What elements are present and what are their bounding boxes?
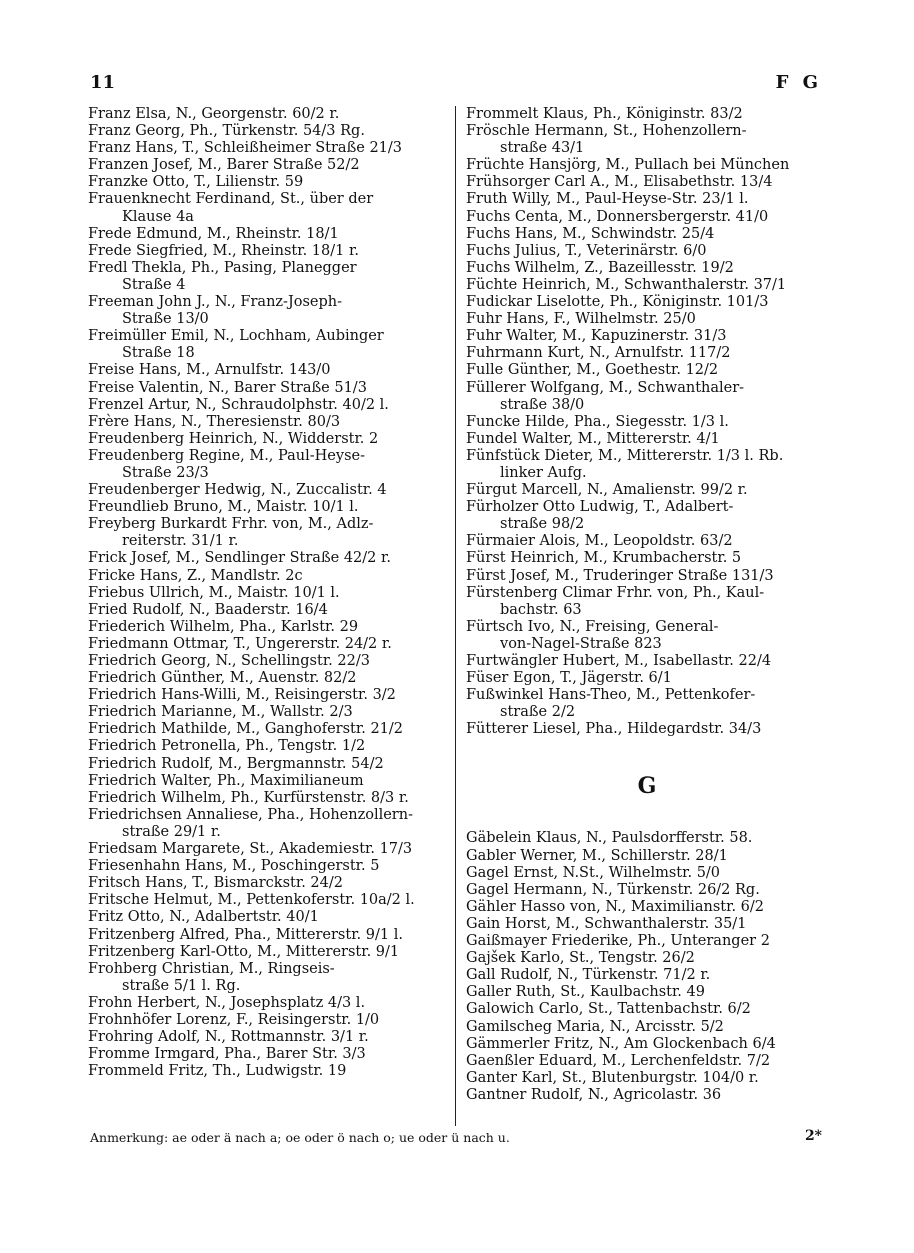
entry-line: Friederich Wilhelm, Pha., Karlstr. 29	[88, 618, 359, 635]
directory-entry	[466, 984, 828, 1001]
entry-line: Franz Hans, T., Schleißheimer Straße 21/3	[88, 140, 403, 157]
entry-line: Fürmaier Alois, M., Leopoldstr. 63/2	[466, 533, 733, 550]
directory-entry	[88, 585, 446, 602]
directory-entry	[466, 362, 828, 379]
directory-entry	[88, 568, 446, 585]
entry-line: Füser Egon, T., Jägerstr. 6/1	[466, 670, 672, 687]
entry-line: Füchte Heinrich, M., Schwanthalerstr. 37/1	[466, 276, 787, 293]
entry-line: Fromme Irmgard, Pha., Barer Str. 3/3	[88, 1046, 366, 1063]
entry-line: Fünfstück Dieter, M., Mittererstr. 1/3 l. Rb.	[466, 447, 784, 464]
directory-entry	[466, 882, 828, 899]
entry-continuation: von-Nagel-Straße 823	[500, 635, 662, 652]
directory-entry	[466, 1019, 828, 1036]
entry-line: Fürst Heinrich, M., Krumbacherstr. 5	[466, 550, 742, 567]
entry-continuation: linker Aufg.	[500, 464, 587, 481]
entry-line: Fruth Willy, M., Paul-Heyse-Str. 23/1 l.	[466, 191, 749, 208]
entry-continuation: Straße 23/3	[122, 464, 209, 481]
entry-continuation: Straße 13/0	[122, 311, 209, 328]
entry-line: Frommelt Klaus, Ph., Königinstr. 83/2	[466, 106, 743, 122]
directory-entry	[466, 533, 828, 550]
entry-line: Gamilscheg Maria, N., Arcisstr. 5/2	[466, 1018, 724, 1035]
column-divider	[455, 106, 456, 1126]
section-letter-g: G	[637, 773, 657, 800]
entry-line: Ganter Karl, St., Blutenburgstr. 104/0 r.	[466, 1069, 759, 1086]
directory-entry	[88, 157, 446, 174]
entry-line: Fürst Josef, M., Truderinger Straße 131/3	[466, 567, 774, 584]
directory-entry	[466, 1070, 828, 1087]
entry-line: Galowich Carlo, St., Tattenbachstr. 6/2	[466, 1001, 751, 1018]
directory-entry	[88, 961, 446, 995]
entry-line: Franz Georg, Ph., Türkenstr. 54/3 Rg.	[88, 123, 365, 140]
directory-entry	[88, 191, 446, 225]
entry-continuation: straße 98/2	[500, 516, 585, 533]
directory-entry	[466, 431, 828, 448]
entry-line: Frommeld Fritz, Th., Ludwigstr. 19	[88, 1063, 347, 1080]
entry-line: Friesenhahn Hans, M., Poschingerstr. 5	[88, 858, 380, 875]
directory-entry	[466, 191, 828, 208]
entry-line: Fulle Günther, M., Goethestr. 12/2	[466, 362, 719, 379]
directory-entry	[88, 516, 446, 550]
directory-entry	[466, 294, 828, 311]
directory-entry	[466, 899, 828, 916]
entry-line: Freudenberg Heinrich, N., Widderstr. 2	[88, 430, 379, 447]
directory-entry	[88, 858, 446, 875]
directory-entry	[88, 1029, 446, 1046]
directory-entry	[466, 670, 828, 687]
directory-entry	[88, 243, 446, 260]
directory-entry	[466, 550, 828, 567]
entry-line: Fundel Walter, M., Mittererstr. 4/1	[466, 430, 720, 447]
directory-entry	[466, 933, 828, 950]
directory-entry	[466, 277, 828, 294]
entry-line: Fütterer Liesel, Pha., Hildegardstr. 34/3	[466, 721, 762, 738]
directory-entry	[466, 967, 828, 984]
directory-entry	[466, 653, 828, 670]
directory-entry	[466, 1036, 828, 1053]
page-number: 11	[90, 72, 116, 93]
entry-line: Fuchs Hans, M., Schwindstr. 25/4	[466, 225, 715, 242]
entry-line: Gall Rudolf, N., Türkenstr. 71/2 r.	[466, 967, 711, 984]
entry-line: Fürtsch Ivo, N., Freising, General-	[466, 618, 719, 635]
entry-continuation: straße 2/2	[500, 704, 576, 721]
entry-line: Franz Elsa, N., Georgenstr. 60/2 r.	[88, 106, 340, 122]
directory-entry	[88, 807, 446, 841]
directory-entry	[466, 1001, 828, 1018]
entry-line: Gabler Werner, M., Schillerstr. 28/1	[466, 847, 728, 864]
directory-entry	[88, 653, 446, 670]
directory-entry	[88, 499, 446, 516]
right-column-g-entries	[466, 830, 828, 1104]
directory-entry	[88, 892, 446, 909]
entry-line: Fritzenberg Karl-Otto, M., Mittererstr. 9/1	[88, 943, 400, 960]
directory-entry	[466, 123, 828, 157]
entry-line: Frede Siegfried, M., Rheinstr. 18/1 r.	[88, 242, 359, 259]
directory-entry	[88, 995, 446, 1012]
entry-line: Friedsam Margarete, St., Akademiestr. 17/3	[88, 841, 413, 858]
directory-entry	[466, 209, 828, 226]
entry-line: Fürgut Marcell, N., Amalienstr. 99/2 r.	[466, 482, 748, 499]
right-column-f-entries	[466, 106, 828, 738]
entry-line: Fritsch Hans, T., Bismarckstr. 24/2	[88, 875, 343, 892]
entry-continuation: straße 38/0	[500, 396, 585, 413]
directory-entry	[466, 687, 828, 721]
entry-line: Gämmerler Fritz, N., Am Glockenbach 6/4	[466, 1035, 776, 1052]
directory-entry	[88, 909, 446, 926]
entry-line: Friedrichsen Annaliese, Pha., Hohenzollern-	[88, 806, 413, 823]
entry-line: Friedrich Wilhelm, Ph., Kurfürstenstr. 8/3 r.	[88, 789, 409, 806]
directory-entry	[88, 294, 446, 328]
directory-entry	[88, 944, 446, 961]
entry-line: Fürholzer Otto Ludwig, T., Adalbert-	[466, 499, 734, 516]
directory-entry	[88, 414, 446, 431]
entry-line: Frede Edmund, M., Rheinstr. 18/1	[88, 225, 339, 242]
directory-entry	[88, 431, 446, 448]
directory-entry	[88, 738, 446, 755]
entry-line: Frohring Adolf, N., Rottmannstr. 3/1 r.	[88, 1029, 369, 1046]
entry-line: Friedrich Walter, Ph., Maximilianeum	[88, 772, 364, 789]
entry-line: Gain Horst, M., Schwanthalerstr. 35/1	[466, 915, 747, 932]
entry-continuation: straße 43/1	[500, 140, 585, 157]
entry-continuation: straße 5/1 l. Rg.	[122, 977, 241, 994]
directory-entry	[466, 482, 828, 499]
entry-line: Gaißmayer Friederike, Ph., Unteranger 2	[466, 933, 770, 950]
directory-entry	[466, 226, 828, 243]
entry-line: Fried Rudolf, N., Baaderstr. 16/4	[88, 601, 328, 618]
entry-line: Fritzenberg Alfred, Pha., Mittererstr. 9/1 l.	[88, 926, 403, 943]
entry-line: Frohnhöfer Lorenz, F., Reisingerstr. 1/0	[88, 1011, 380, 1028]
directory-entry	[88, 687, 446, 704]
directory-entry	[88, 619, 446, 636]
directory-entry	[88, 756, 446, 773]
entry-line: Frère Hans, N., Theresienstr. 80/3	[88, 413, 341, 430]
entry-line: Freudenberger Hedwig, N., Zuccalistr. 4	[88, 482, 387, 499]
entry-line: Fredl Thekla, Ph., Pasing, Planegger	[88, 259, 357, 276]
entry-line: Frohberg Christian, M., Ringseis-	[88, 960, 335, 977]
entry-line: Funcke Hilde, Pha., Siegesstr. 1/3 l.	[466, 413, 729, 430]
entry-continuation: straße 29/1 r.	[122, 823, 221, 840]
entry-line: Franzen Josef, M., Barer Straße 52/2	[88, 157, 360, 174]
directory-entry	[466, 157, 828, 174]
entry-line: Gantner Rudolf, N., Agricolastr. 36	[466, 1086, 722, 1103]
directory-entry	[88, 927, 446, 944]
directory-entry	[88, 1046, 446, 1063]
right-column	[466, 106, 828, 1104]
entry-line: Gähler Hasso von, N., Maximilianstr. 6/2	[466, 898, 765, 915]
directory-entry	[88, 448, 446, 482]
directory-entry	[466, 1087, 828, 1104]
directory-entry	[88, 328, 446, 362]
entry-line: Fuhrmann Kurt, N., Arnulfstr. 117/2	[466, 345, 731, 362]
entry-line: Frohn Herbert, N., Josephsplatz 4/3 l.	[88, 994, 366, 1011]
entry-line: Füllerer Wolfgang, M., Schwanthaler-	[466, 379, 745, 396]
directory-entry	[88, 260, 446, 294]
directory-entry	[466, 174, 828, 191]
directory-entry	[88, 140, 446, 157]
entry-line: Fröschle Hermann, St., Hohenzollern-	[466, 123, 747, 140]
directory-entry	[88, 704, 446, 721]
entry-line: Fuhr Walter, M., Kapuzinerstr. 31/3	[466, 328, 727, 345]
directory-entry	[88, 550, 446, 567]
entry-line: Freeman John J., N., Franz-Joseph-	[88, 294, 343, 311]
header-letters: F G	[775, 72, 822, 93]
directory-entry	[88, 482, 446, 499]
entry-line: Frühsorger Carl A., M., Elisabethstr. 13/4	[466, 174, 773, 191]
entry-line: Fuchs Julius, T., Veterinärstr. 6/0	[466, 242, 707, 259]
directory-entry	[466, 260, 828, 277]
left-column	[88, 106, 446, 1080]
entry-line: Gäbelein Klaus, N., Paulsdorfferstr. 58.	[466, 830, 753, 847]
entry-line: Freyberg Burkardt Frhr. von, M., Adlz-	[88, 516, 374, 533]
entry-line: Gajšek Karlo, St., Tengstr. 26/2	[466, 950, 695, 967]
directory-entry	[88, 397, 446, 414]
directory-entry	[466, 499, 828, 533]
entry-continuation: Straße 18	[122, 345, 195, 362]
entry-line: Friedrich Günther, M., Auenstr. 82/2	[88, 670, 357, 687]
entry-line: Friedrich Georg, N., Schellingstr. 22/3	[88, 653, 370, 669]
directory-entry	[88, 380, 446, 397]
entry-line: Friedrich Mathilde, M., Ganghoferstr. 21/2	[88, 721, 403, 738]
entry-line: Friedmann Ottmar, T., Ungererstr. 24/2 r.	[88, 635, 392, 652]
entry-continuation: Straße 4	[122, 276, 186, 293]
entry-line: Fudickar Liselotte, Ph., Königinstr. 101/3	[466, 294, 769, 311]
directory-entry	[466, 106, 828, 123]
entry-line: Friedrich Petronella, Ph., Tengstr. 1/2	[88, 738, 366, 755]
entry-line: Freimüller Emil, N., Lochham, Aubinger	[88, 328, 384, 345]
directory-entry	[466, 414, 828, 431]
entry-line: Fritsche Helmut, M., Pettenkoferstr. 10a/2 l.	[88, 892, 415, 909]
entry-line: Fürstenberg Climar Frhr. von, Ph., Kaul-	[466, 584, 765, 601]
entry-line: Frenzel Artur, N., Schraudolphstr. 40/2 l.	[88, 396, 389, 413]
entry-line: Freundlieb Bruno, M., Maistr. 10/1 l.	[88, 499, 359, 516]
directory-entry	[466, 243, 828, 260]
entry-continuation: bachstr. 63	[500, 601, 582, 618]
entry-line: Friedrich Rudolf, M., Bergmannstr. 54/2	[88, 755, 384, 772]
directory-entry	[466, 311, 828, 328]
entry-line: Fußwinkel Hans-Theo, M., Pettenkofer-	[466, 687, 756, 704]
footer-signature: 2*	[804, 1128, 822, 1144]
footer-note: Anmerkung: ae oder ä nach a; oe oder ö nach o; ue oder ü nach u.	[90, 1130, 510, 1145]
entry-line: Gagel Hermann, N., Türkenstr. 26/2 Rg.	[466, 881, 760, 898]
directory-entry	[88, 670, 446, 687]
entry-line: Friebus Ullrich, M., Maistr. 10/1 l.	[88, 584, 340, 601]
entry-continuation: reiterstr. 31/1 r.	[122, 533, 239, 550]
directory-entry	[88, 602, 446, 619]
entry-line: Gagel Ernst, N.St., Wilhelmstr. 5/0	[466, 864, 721, 881]
entry-line: Friedrich Marianne, M., Wallstr. 2/3	[88, 704, 353, 721]
directory-entry	[88, 773, 446, 790]
directory-entry	[466, 950, 828, 967]
entry-line: Frick Josef, M., Sendlinger Straße 42/2 r.	[88, 550, 391, 567]
entry-line: Frauenknecht Ferdinand, St., über der	[88, 191, 374, 208]
directory-entry	[88, 841, 446, 858]
directory-entry	[466, 848, 828, 865]
directory-entry	[88, 123, 446, 140]
directory-entry	[88, 790, 446, 807]
directory-entry	[88, 106, 446, 123]
directory-entry	[88, 174, 446, 191]
entry-line: Fritz Otto, N., Adalbertstr. 40/1	[88, 909, 319, 926]
entry-line: Fricke Hans, Z., Mandlstr. 2c	[88, 567, 303, 584]
directory-entry	[466, 328, 828, 345]
entry-line: Fuhr Hans, F., Wilhelmstr. 25/0	[466, 311, 696, 328]
directory-entry	[466, 585, 828, 619]
directory-entry	[466, 721, 828, 738]
directory-entry	[466, 568, 828, 585]
entry-line: Friedrich Hans-Willi, M., Reisingerstr. 3/2	[88, 687, 396, 704]
directory-entry	[466, 380, 828, 414]
entry-line: Freise Valentin, N., Barer Straße 51/3	[88, 379, 367, 396]
directory-entry	[466, 448, 828, 482]
directory-entry	[466, 916, 828, 933]
entry-line: Fuchs Wilhelm, Z., Bazeillesstr. 19/2	[466, 259, 734, 276]
entry-line: Freudenberg Regine, M., Paul-Heyse-	[88, 447, 365, 464]
directory-entry	[88, 1012, 446, 1029]
directory-entry	[466, 345, 828, 362]
directory-entry	[466, 865, 828, 882]
directory-entry	[88, 875, 446, 892]
directory-entry	[466, 1053, 828, 1070]
directory-entry	[88, 721, 446, 738]
entry-continuation: Klause 4a	[122, 208, 194, 225]
entry-line: Freise Hans, M., Arnulfstr. 143/0	[88, 362, 331, 379]
directory-entry	[88, 636, 446, 653]
directory-entry	[88, 226, 446, 243]
directory-entry	[466, 619, 828, 653]
directory-entry	[466, 830, 828, 847]
entry-line: Galler Ruth, St., Kaulbachstr. 49	[466, 984, 705, 1001]
directory-entry	[88, 362, 446, 379]
entry-line: Früchte Hansjörg, M., Pullach bei München	[466, 157, 790, 174]
entry-line: Gaenßler Eduard, M., Lerchenfeldstr. 7/2	[466, 1052, 771, 1069]
entry-line: Fuchs Centa, M., Donnersbergerstr. 41/0	[466, 208, 769, 225]
directory-entry	[88, 1063, 446, 1080]
entry-line: Furtwängler Hubert, M., Isabellastr. 22/4	[466, 653, 772, 669]
entry-line: Franzke Otto, T., Lilienstr. 59	[88, 174, 304, 191]
